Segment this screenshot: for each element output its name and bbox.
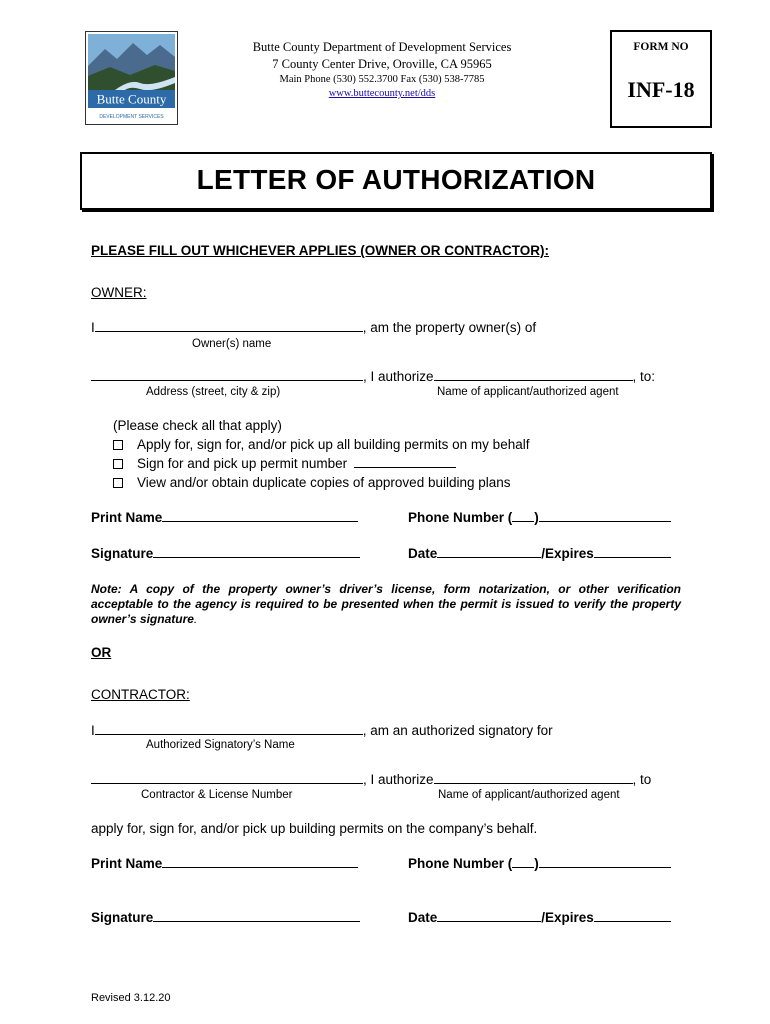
signatory-name-caption: Authorized Signatory’s Name	[146, 739, 295, 751]
contractor-phone-close: )	[534, 856, 539, 871]
contractor-phone-label: Phone Number (	[408, 856, 513, 871]
department-phone-fax: Main Phone (530) 552.3700 Fax (530) 538-7785	[279, 74, 485, 85]
owner-print-name-field[interactable]	[162, 510, 358, 522]
option-view-plans-label: View and/or obtain duplicate copies of approved building plans	[137, 475, 511, 490]
contractor-statement: apply for, sign for, and/or pick up building permits on the company’s behalf.	[91, 821, 538, 836]
owner-phone-row	[408, 510, 671, 525]
contractor-phone-area-field[interactable]	[512, 856, 534, 868]
logo-text: Butte County	[96, 91, 167, 107]
owner-line-1-prefix: I	[91, 320, 95, 335]
checkbox-permit-number[interactable]	[113, 459, 123, 469]
contractor-license-field[interactable]	[91, 772, 363, 784]
contractor-line-2	[91, 772, 651, 787]
contractor-line-1	[91, 723, 553, 738]
revision-date: Revised 3.12.20	[91, 992, 171, 1004]
checkbox-view-plans[interactable]	[113, 478, 123, 488]
signatory-name-field[interactable]	[95, 723, 363, 735]
owner-line-1-suffix: , am the property owner(s) of	[362, 320, 537, 335]
owner-phone-area-field[interactable]	[512, 510, 534, 522]
option-permit-number	[113, 456, 456, 471]
owner-print-name-row	[91, 510, 358, 525]
contractor-date-row	[408, 910, 671, 925]
contractor-agent-name-field[interactable]	[434, 772, 633, 784]
form-number-box	[610, 30, 712, 128]
note-label: Note:	[91, 582, 122, 596]
owner-date-label: Date	[408, 546, 438, 561]
department-address: 7 County Center Drive, Oroville, CA 95965	[272, 57, 492, 71]
butte-county-logo	[85, 31, 178, 125]
owner-expires-field[interactable]	[594, 546, 671, 558]
owner-note: Note: A copy of the property owner’s driver’s license, form notarization, or other verification acceptable to the agency is required to be presented when the permit is issued to verify the property owner’s signature.	[91, 582, 681, 626]
department-name: Butte County Department of Development Services	[252, 40, 512, 54]
contractor-expires-field[interactable]	[594, 910, 671, 922]
owner-signature-field[interactable]	[153, 546, 360, 558]
contractor-date-label: Date	[408, 910, 438, 925]
contractor-line-1-prefix: I	[91, 723, 95, 738]
option-all-permits-label: Apply for, sign for, and/or pick up all building permits on my behalf	[137, 437, 530, 452]
owner-signature-row	[91, 546, 360, 561]
owner-phone-number-field[interactable]	[539, 510, 671, 522]
owner-address-caption: Address (street, city & zip)	[146, 386, 281, 398]
contractor-phone-row	[408, 856, 671, 871]
owner-line-1	[91, 320, 536, 335]
owner-line-2	[91, 369, 655, 384]
owner-name-caption: Owner(s) name	[192, 338, 272, 350]
logo-subtext: DEVELOPMENT SERVICES	[99, 114, 164, 120]
website-link[interactable]: www.buttecounty.net/dds	[328, 88, 436, 99]
note-text: A copy of the property owner’s driver’s license, form notarization, or other verification acceptable to the agency is required to be presented when the permit is issued to verify the property owner’s signature	[91, 582, 681, 626]
owner-signature-label: Signature	[91, 546, 154, 561]
contractor-print-name-field[interactable]	[162, 856, 358, 868]
contractor-heading: CONTRACTOR:	[91, 687, 190, 702]
option-permit-number-label: Sign for and pick up permit number	[137, 456, 348, 471]
checkbox-all-permits[interactable]	[113, 440, 123, 450]
owner-expires-label: /Expires	[541, 546, 594, 561]
contractor-line-2-mid: , I authorize	[363, 772, 434, 787]
form-title: LETTER OF AUTHORIZATION	[196, 164, 596, 195]
contractor-date-field[interactable]	[437, 910, 541, 922]
owner-name-field[interactable]	[95, 320, 363, 332]
owner-phone-label: Phone Number (	[408, 510, 513, 525]
form-number-value: INF-18	[627, 77, 695, 102]
contractor-phone-number-field[interactable]	[539, 856, 671, 868]
instructions-heading: PLEASE FILL OUT WHICHEVER APPLIES (OWNER OR CONTRACTOR):	[91, 243, 550, 258]
owner-agent-name-field[interactable]	[434, 369, 633, 381]
contractor-signature-label: Signature	[91, 910, 154, 925]
owner-print-name-label: Print Name	[91, 510, 163, 525]
contractor-line-1-suffix: , am an authorized signatory for	[362, 723, 553, 738]
option-view-plans	[113, 475, 511, 490]
title-box	[80, 152, 712, 210]
contractor-signature-row	[91, 910, 360, 925]
permit-number-field[interactable]	[354, 456, 456, 468]
or-divider: OR	[91, 645, 112, 660]
owner-address-field[interactable]	[91, 369, 363, 381]
form-number-label: FORM NO	[633, 41, 689, 53]
contractor-print-name-label: Print Name	[91, 856, 163, 871]
contractor-expires-label: /Expires	[541, 910, 594, 925]
owner-heading: OWNER:	[91, 285, 147, 300]
owner-agent-caption: Name of applicant/authorized agent	[437, 386, 619, 398]
contractor-agent-caption: Name of applicant/authorized agent	[438, 789, 620, 801]
option-all-permits	[113, 437, 529, 452]
contractor-signature-field[interactable]	[153, 910, 360, 922]
owner-phone-close: )	[534, 510, 539, 525]
owner-date-row	[408, 546, 671, 561]
contractor-print-name-row	[91, 856, 358, 871]
owner-line-2-mid: , I authorize	[363, 369, 434, 384]
contractor-license-caption: Contractor & License Number	[141, 789, 293, 801]
check-intro: (Please check all that apply)	[113, 418, 282, 433]
contractor-line-2-suffix: , to	[632, 772, 652, 787]
owner-line-2-suffix: , to:	[632, 369, 656, 384]
owner-date-field[interactable]	[437, 546, 541, 558]
